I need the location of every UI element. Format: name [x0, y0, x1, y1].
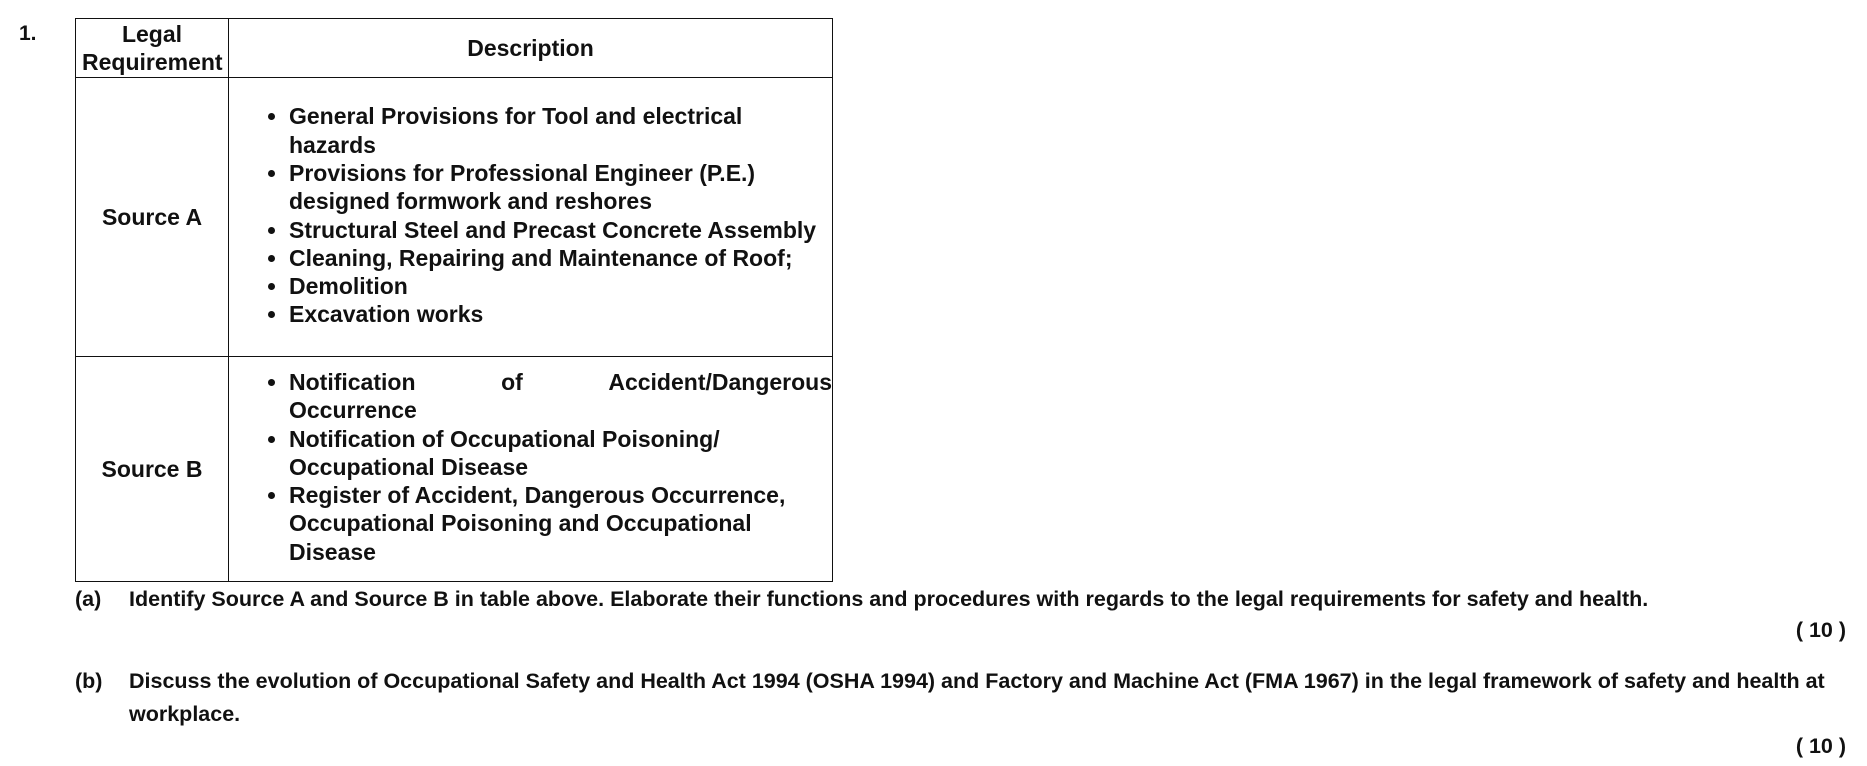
question-b-marks: ( 10 ) — [1795, 734, 1846, 758]
list-item-word: • Notification — [289, 368, 416, 395]
source-b-list — [229, 368, 832, 566]
list-item: • Structural Steel and Precast Concrete Assembly — [289, 216, 832, 244]
question-a-label: (a) — [75, 587, 102, 611]
question-a-text: Identify Source A and Source B in table above. Elaborate their functions and procedures with regards to the legal requirements for safety and health. — [129, 587, 1649, 611]
question-b-label: (b) — [75, 669, 103, 693]
legal-requirements-table — [75, 18, 833, 582]
list-item: • Excavation works — [289, 300, 832, 328]
source-a-list — [229, 102, 832, 328]
table-row — [76, 357, 833, 582]
list-item: • Provisions for Professional Engineer (P.E.) designed formwork and reshores — [289, 159, 832, 216]
list-item-word: of — [501, 368, 523, 395]
header-legal-requirement — [76, 19, 229, 78]
list-item: • General Provisions for Tool and electrical hazards — [289, 102, 832, 159]
header-legal-requirement-text: Legal Requirement — [82, 21, 223, 75]
list-item: • Cleaning, Repairing and Maintenance of Roof; — [289, 244, 832, 272]
source-b-description — [229, 357, 833, 582]
question-a-marks: ( 10 ) — [1795, 618, 1846, 642]
list-item: • Notification of Occupational Poisoning/ Occupational Disease — [289, 425, 832, 482]
list-item — [289, 368, 832, 425]
question-number: 1. — [19, 22, 37, 45]
table-header-row — [76, 19, 833, 78]
source-b-cell: Source B — [76, 357, 229, 582]
list-item-word: Accident/Dangerous — [608, 368, 832, 395]
header-description: Description — [229, 19, 833, 78]
list-item-first-line — [289, 368, 832, 396]
list-item-continuation: Occurrence — [289, 397, 417, 424]
source-a-cell: Source A — [76, 78, 229, 357]
table-row — [76, 78, 833, 357]
question-b-text: Discuss the evolution of Occupational Safety and Health Act 1994 (OSHA 1994) and Factory and Machine Act (FMA 1967) in the legal framework of safety and health at workplace. — [129, 669, 1825, 726]
question-a — [75, 583, 1775, 617]
question-b — [75, 665, 1825, 735]
source-a-description — [229, 78, 833, 357]
list-item: • Register of Accident, Dangerous Occurrence, Occupational Poisoning and Occupational Disease — [289, 481, 832, 566]
list-item: • Demolition — [289, 272, 832, 300]
